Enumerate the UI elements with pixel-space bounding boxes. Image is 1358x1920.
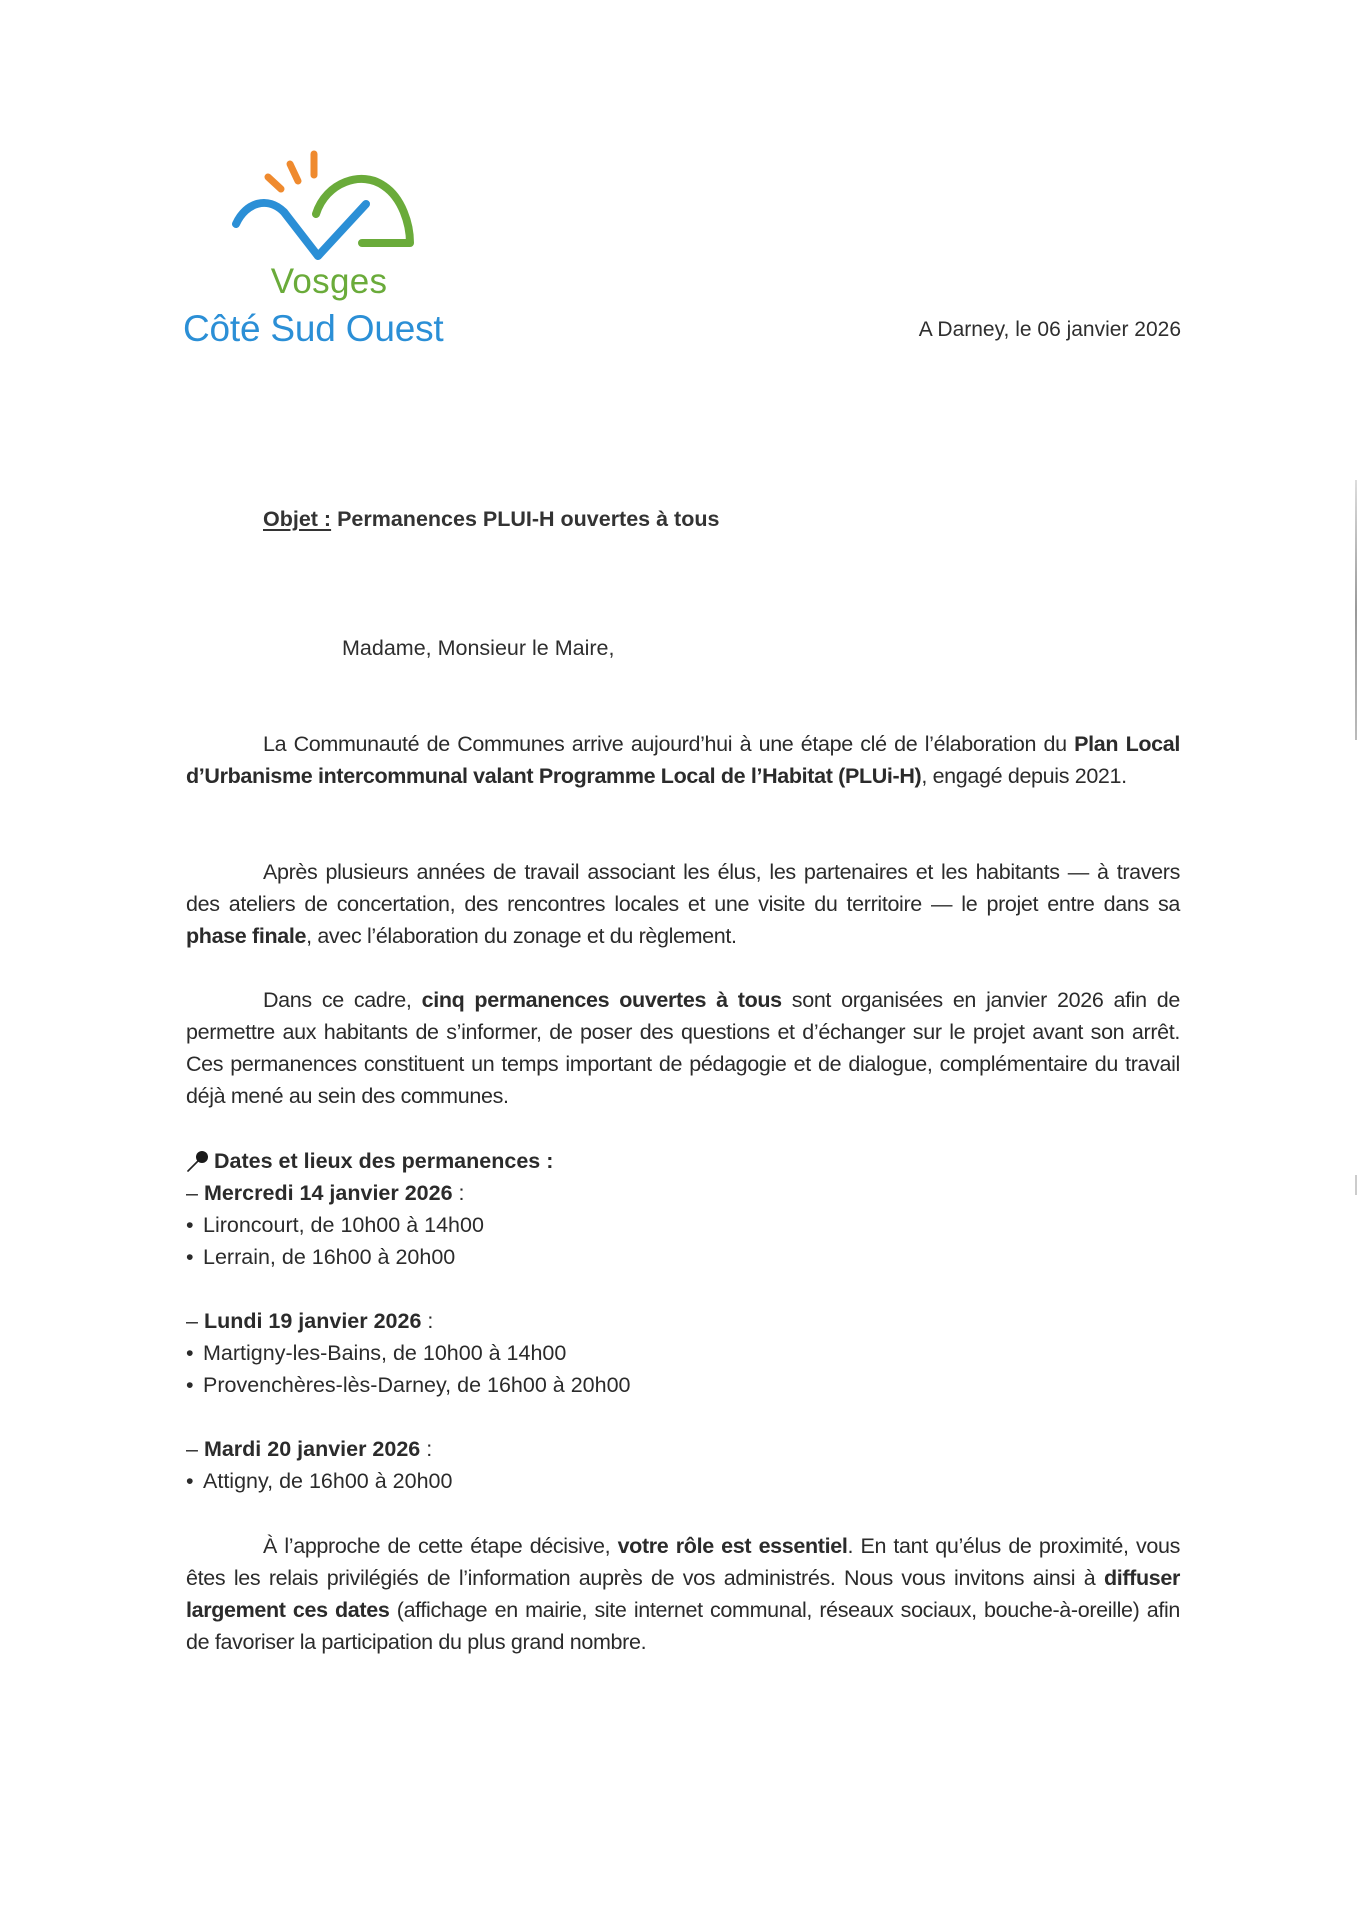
- paragraph-text: , engagé depuis 2021.: [921, 764, 1127, 788]
- logo-ray-1: [268, 177, 281, 189]
- dash: –: [186, 1309, 204, 1333]
- dash: –: [186, 1181, 204, 1205]
- bullet: •: [186, 1245, 194, 1269]
- plui-h-title-bold: Plan Local d’Urbanisme intercommunal valant Programme Local de l’Habitat (PLUi-H): [186, 732, 1180, 788]
- paragraph-text: À l’approche de cette étape décisive,: [263, 1534, 618, 1558]
- schedule-heading-text: Dates et lieux des permanences :: [214, 1149, 554, 1173]
- paragraph-text: Dans ce cadre,: [263, 988, 422, 1012]
- letter-subject: [263, 507, 719, 532]
- phase-finale-bold: phase finale: [186, 924, 307, 948]
- schedule-day-date: Lundi 19 janvier 2026: [203, 1309, 422, 1333]
- session-text: Provenchères-lès-Darney, de 16h00 à 20h00: [203, 1373, 631, 1397]
- colon: :: [421, 1309, 434, 1333]
- paragraph-permanences: [186, 984, 1180, 1112]
- letter-date-place: A Darney, le 06 janvier 2026: [918, 318, 1181, 341]
- schedule-heading: [186, 1145, 630, 1177]
- paragraph-text: . En tant qu’élus de proximité, vous êtes les relais privilégiés de l’information auprès de vos administrés. Nous vous invitons ainsi à: [186, 1534, 1180, 1590]
- paragraph-text: (affichage en mairie, site internet communal, réseaux sociaux, bouche-à-oreille) afin de favoriser la participation du plus grand nombre.: [186, 1598, 1180, 1654]
- schedule-day: [186, 1433, 630, 1465]
- pushpin-icon: [186, 1150, 210, 1172]
- paragraph-text: sont organisées en janvier 2026 afin de permettre aux habitants de s’informer, de poser des questions et d’échanger sur le projet avant son arrêt. Ces permanences constituent un temps important de pédagogie et de dialogue, complémentaire du travail déjà mené au sein des communes.: [186, 988, 1181, 1108]
- paragraph-context: [186, 856, 1180, 952]
- colon: :: [420, 1437, 433, 1461]
- subject-text: Permanences PLUI-H ouvertes à tous: [331, 507, 720, 531]
- paragraph-intro: [186, 728, 1180, 792]
- scan-edge-artifact: [1355, 1175, 1357, 1195]
- session-text: Martigny-les-Bains, de 10h00 à 14h00: [203, 1341, 567, 1365]
- scan-edge-artifact: [1355, 480, 1357, 740]
- dash: –: [186, 1437, 204, 1461]
- logo-text-vosges: Vosges: [270, 262, 388, 301]
- schedule-day-date: Mercredi 14 janvier 2026: [203, 1181, 453, 1205]
- schedule-day: [186, 1177, 630, 1209]
- schedule-session: [186, 1465, 630, 1497]
- bullet: •: [186, 1373, 194, 1397]
- paragraph-text: Après plusieurs années de travail associant les élus, les partenaires et les habitants — à travers des ateliers de concertation, des rencontres locales et une visite du territoire — le projet entre dans sa: [186, 860, 1180, 916]
- salutation: Madame, Monsieur le Maire,: [342, 636, 615, 660]
- diffuser-dates-bold: diffuser largement ces dates: [186, 1566, 1180, 1622]
- schedule-session: [186, 1241, 630, 1273]
- logo-ray-2: [290, 164, 298, 181]
- schedule-day: [186, 1305, 630, 1337]
- paragraph-text: La Communauté de Communes arrive aujourd’hui à une étape clé de l’élaboration du: [263, 732, 1075, 756]
- bullet: •: [186, 1469, 194, 1493]
- session-text: Lerrain, de 16h00 à 20h00: [203, 1245, 456, 1269]
- colon: :: [452, 1181, 465, 1205]
- bullet: •: [186, 1341, 194, 1365]
- session-text: Lironcourt, de 10h00 à 14h00: [203, 1213, 484, 1237]
- role-essentiel-bold: votre rôle est essentiel: [617, 1534, 848, 1558]
- schedule-session: [186, 1369, 630, 1401]
- bullet: •: [186, 1213, 194, 1237]
- subject-label: Objet :: [263, 507, 332, 531]
- vosges-cote-sud-ouest-logo-icon: [222, 138, 422, 270]
- schedule-session: [186, 1209, 630, 1241]
- schedule-session: [186, 1337, 630, 1369]
- schedule-day-date: Mardi 20 janvier 2026: [203, 1437, 421, 1461]
- paragraph-call-to-action: [186, 1530, 1180, 1658]
- cinq-permanences-bold: cinq permanences ouvertes à tous: [421, 988, 782, 1012]
- logo-blue-wave: [236, 203, 366, 256]
- paragraph-text: , avec l’élaboration du zonage et du règlement.: [306, 924, 737, 948]
- session-text: Attigny, de 16h00 à 20h00: [203, 1469, 453, 1493]
- logo-text-cote-sud-ouest: Côté Sud Ouest: [183, 308, 444, 349]
- schedule-section: [186, 1145, 630, 1497]
